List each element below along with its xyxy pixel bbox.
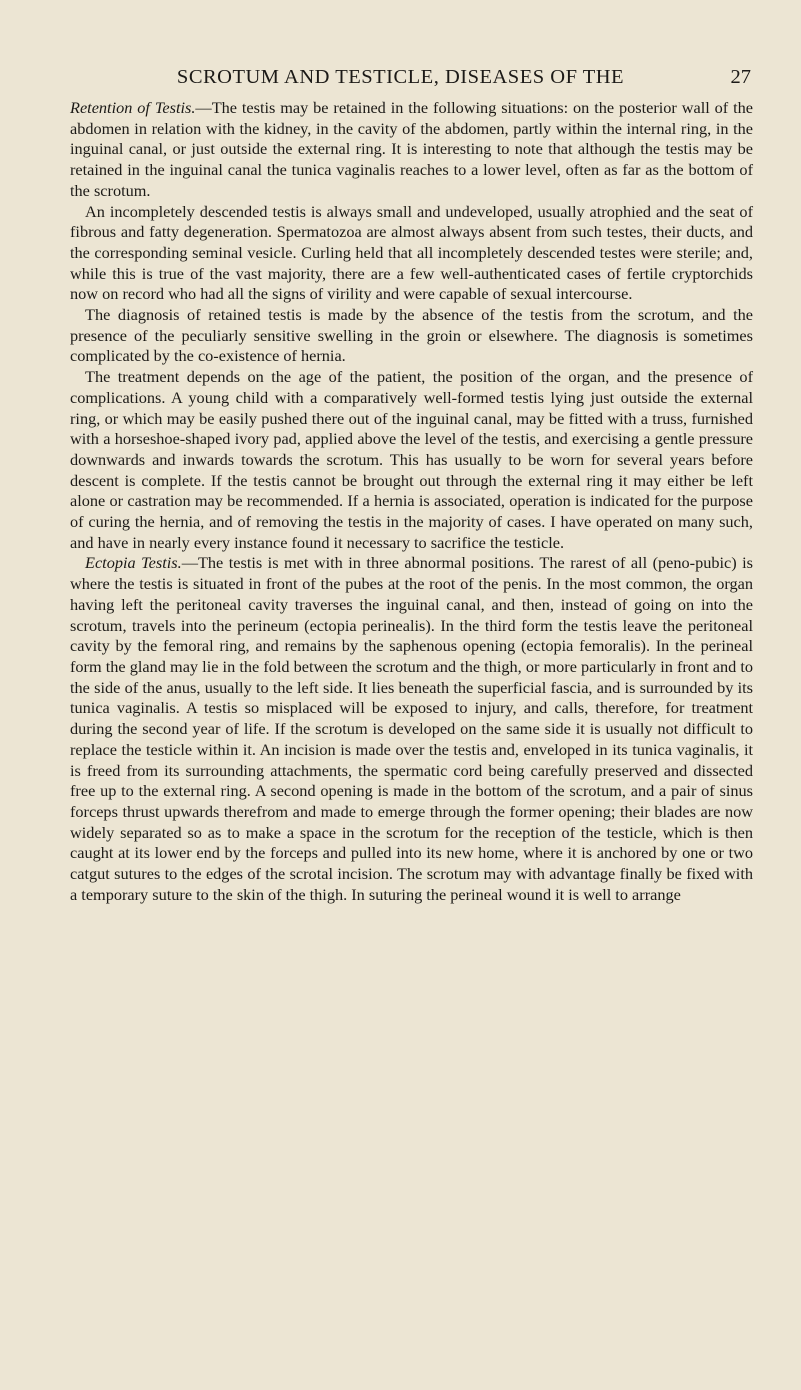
paragraph-text: —The testis is met with in three abnormal positions. The rarest of all (peno-pubic) is where the testis is situated in front of the pubes at the root of the penis. In the most common, the organ having left the peritoneal cavity traverses the inguinal canal, and then, instead of going on into the scrotum, travels into the perineum (ectopia perinealis). In the third form the testis leave the peritoneal cavity by the femoral ring, and remains by the saphenous opening (ectopia femoralis). In the perineal form the gland may lie in the fold between the scrotum and the thigh, or more particularly in front and to the side of the anus, usually to the left side. It lies beneath the superficial fascia, and is surrounded by its tunica vaginalis. A testis so misplaced will be exposed to injury, and calls, therefore, for treatment during the second year of life. If the scrotum is developed on the same side it is usually not difficult to replace the testicle within it. An incision is made over the testis and, enveloped in its tunica vaginalis, it is freed from its surrounding attachments, the spermatic cord being carefully preserved and dissected free up to the external ring. A second opening is made in the bottom of the scrotum, and a pair of sinus forceps thrust upwards therefrom and made to emerge through the former opening; their blades are now widely separated so as to make a space in the scrotum for the reception of the testicle, which is then caught at its lower end by the forceps and pulled into its new home, where it is anchored by one or two catgut sutures to the edges of the scrotal incision. The scrotum may with advantage finally be fixed with a temporary suture to the skin of the thigh. In suturing the perineal wound it is well to arrange bbox=[70, 553, 753, 904]
paragraph-ectopia-testis bbox=[70, 553, 753, 905]
paragraph-retention-of-testis bbox=[70, 98, 753, 202]
paragraph-treatment bbox=[70, 367, 753, 553]
running-head bbox=[0, 64, 801, 90]
paragraph-text: The diagnosis of retained testis is made by the absence of the testis from the scrotum, and the presence of the peculiarly sensitive swelling in the groin or elsewhere. The diagnosis is sometimes complicated by the co-existence of hernia. bbox=[70, 305, 753, 366]
paragraph-text: The treatment depends on the age of the patient, the position of the organ, and the presence of complications. A young child with a comparatively well-formed testis lying just outside the external ring, or which may be easily pushed there out of the inguinal canal, may be fitted with a truss, furnished with a horseshoe-shaped ivory pad, applied above the level of the testis, and exercising a gentle pressure downwards and inwards towards the scrotum. This has usually to be worn for several years before descent is complete. If the testis cannot be brought out through the external ring it may either be left alone or castration may be recommended. If a hernia is associated, operation is indicated for the purpose of curing the hernia, and of removing the testis in the majority of cases. I have operated on many such, and have in nearly every instance found it necessary to sacrifice the testicle. bbox=[70, 367, 753, 552]
paragraph-text: An incompletely descended testis is always small and undeveloped, usually atrophied and the seat of fibrous and fatty degeneration. Spermatozoa are almost always absent from such testes, their ducts, and the corresponding seminal vesicle. Curling held that all incompletely descended testes were sterile; and, while this is true of the vast majority, there are a few well-authenticated cases of fertile cryptorchids now on record who had all the signs of virility and were capable of sexual intercourse. bbox=[70, 201, 753, 304]
paragraph-diagnosis bbox=[70, 305, 753, 367]
paragraph-incomplete-descent bbox=[70, 202, 753, 306]
page-number: 27 bbox=[730, 66, 751, 88]
section-heading-retention: Retention of Testis. bbox=[70, 98, 196, 117]
paragraph-text: —The testis may be retained in the following situations: on the posterior wall of the abdomen in relation with the kidney, in the cavity of the abdomen, partly within the internal ring, in the inguinal canal, or just outside the external ring. It is interesting to note that although the testis may be retained in the inguinal canal the tunica vaginalis reaches to a lower level, often as far as the bottom of the scrotum. bbox=[70, 98, 753, 200]
running-title: SCROTUM AND TESTICLE, DISEASES OF THE bbox=[176, 66, 625, 88]
section-heading-ectopia: Ectopia Testis. bbox=[85, 553, 182, 573]
body-text bbox=[70, 98, 753, 905]
